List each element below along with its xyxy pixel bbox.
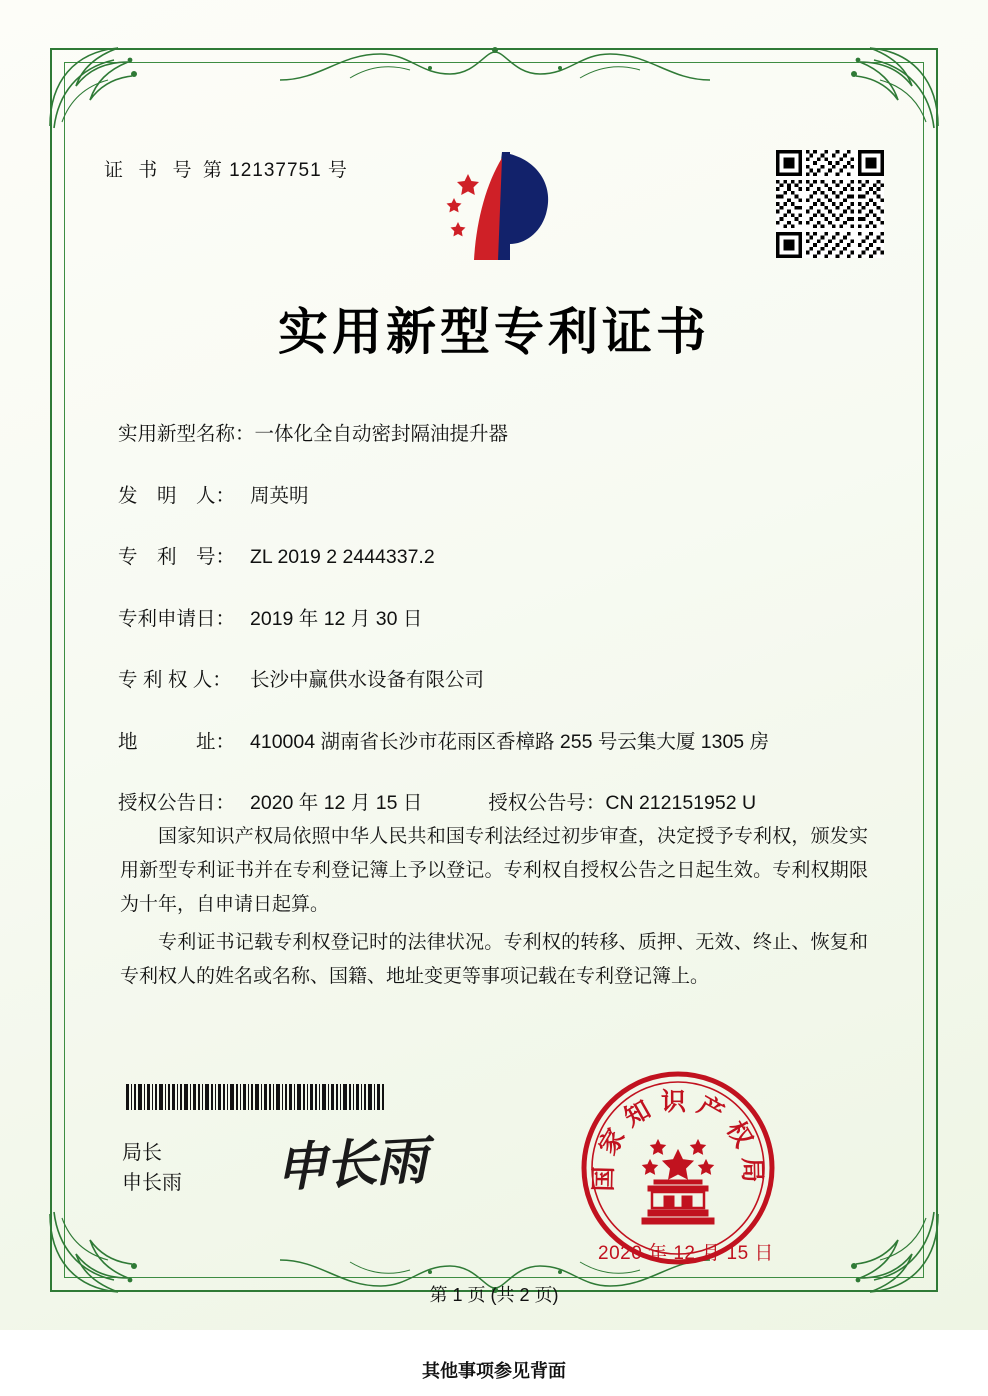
grant-number-value: CN 212151952 U [605,792,757,814]
field-row-address [118,726,878,754]
barcode-icon [126,1084,384,1110]
field-key: 专 利 权 人： [118,669,232,691]
certificate-number-value: 第 12137751 号 [202,160,348,181]
field-row-patentee [118,664,878,692]
field-row-inventor [118,480,878,508]
paragraph: 专利证书记载专利权登记时的法律状况。专利权的转移、质押、无效、终止、恢复和专利权人的姓名或名称、国籍、地址变更等事项记载在专利登记簿上。 [120,932,868,987]
paragraph: 国家知识产权局依照中华人民共和国专利法经过初步审查，决定授予专利权，颁发实用新型专利证书并在专利登记簿上予以登记。专利权自授权公告之日起生效。专利权期限为十年，自申请日起算。 [120,826,868,915]
grant-number-key: 授权公告号： [488,792,606,814]
field-row-utility-model-name [118,418,878,446]
document-title: 实用新型专利证书 [278,303,710,361]
cnipa-logo-icon [414,148,574,266]
field-row-patent-number [118,541,878,569]
director-role-label: 局长 [122,1142,162,1164]
field-value: 周英明 [250,484,309,507]
edge-ornament-icon [280,44,710,88]
field-key: 发 明 人： [118,484,236,507]
field-value: 410004 湖南省长沙市花雨区香樟路 255 号云集大厦 1305 房 [250,730,770,753]
field-value: 一体化全自动密封隔油提升器 [254,423,509,445]
body-paragraphs [120,820,868,998]
signature-block [122,1138,182,1198]
director-name-label: 申长雨 [122,1172,182,1194]
field-value: 2019 年 12 月 30 日 [250,607,423,630]
field-row-application-date [118,603,878,631]
field-list [118,418,878,841]
qr-code-icon [776,150,884,258]
grant-date-key: 授权公告日： [118,792,236,814]
back-side-note: 其他事项参见背面 [422,1361,566,1382]
svg-text:国家知识产权局: 国家知识产权局 [588,1087,768,1192]
corner-ornament-icon [44,42,164,132]
certificate-number-label: 证 书 号 [104,160,197,181]
page-indicator: 第 1 页 (共 2 页) [429,1285,559,1305]
field-row-grant-announcement [118,787,878,815]
field-key: 专利申请日： [118,607,236,630]
handwritten-signature: 申长雨 [273,1130,427,1199]
certificate-number [104,155,348,182]
field-key: 实用新型名称： [118,423,255,445]
grant-date-value: 2020 年 12 月 15 日 [250,792,423,814]
field-value: ZL 2019 2 2444337.2 [250,546,435,568]
field-key: 专 利 号： [118,546,236,568]
corner-ornament-icon [824,42,944,132]
field-value: 长沙中赢供水设备有限公司 [250,669,485,691]
seal-date: 2020 年 12 月 15 日 [598,1243,774,1264]
field-key: 地 址： [118,730,236,753]
